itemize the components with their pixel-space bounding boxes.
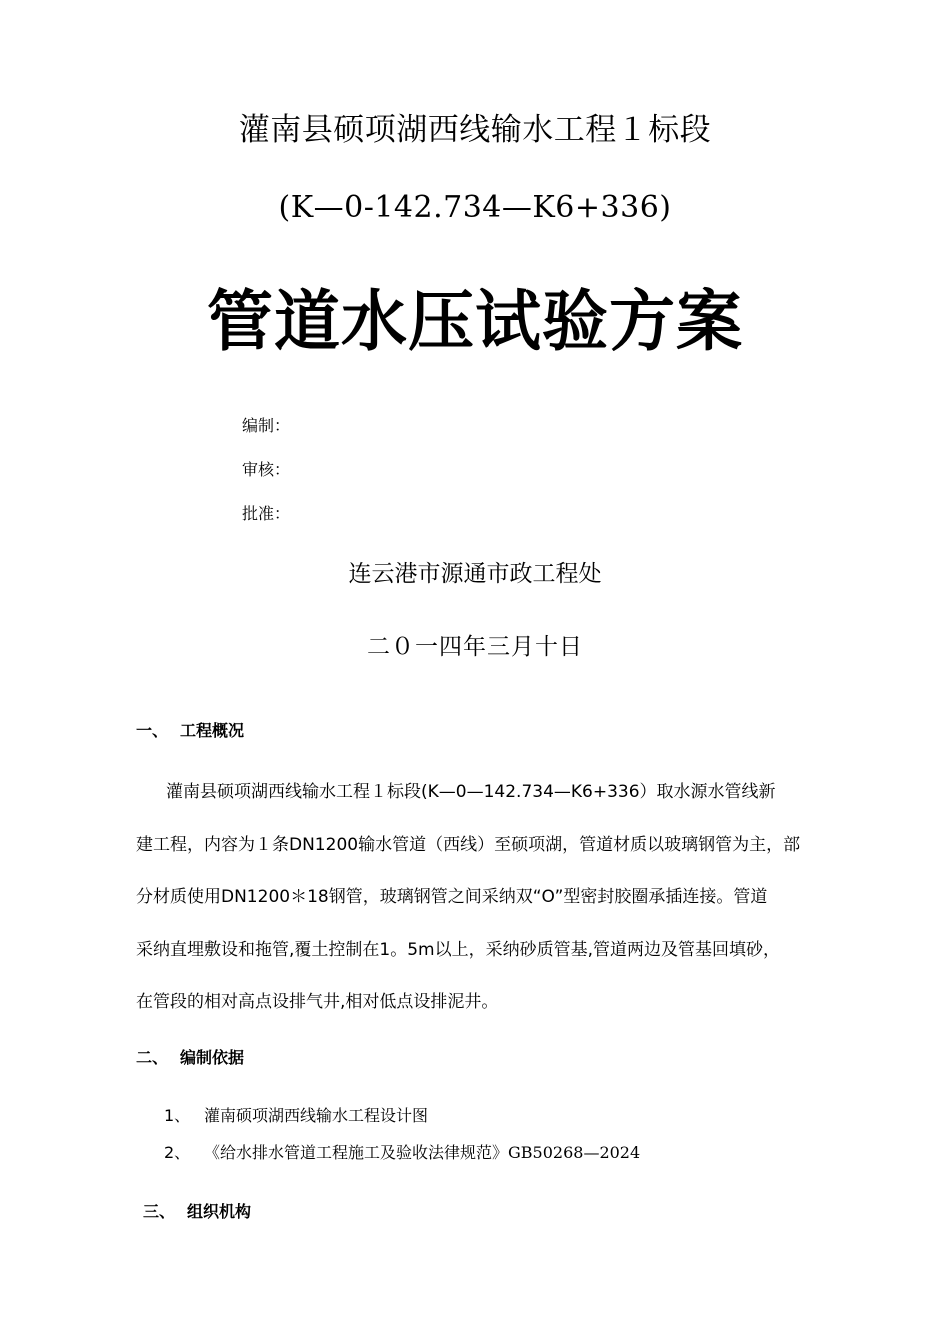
section-heading-overview xyxy=(136,718,244,741)
reference-number: 1、 xyxy=(164,1106,191,1125)
section-heading-basis xyxy=(136,1045,244,1068)
body-line: 分材质使用DN1200＊18钢管，玻璃钢管之间采纳双“O”型密封胶圈承插连接。管道 xyxy=(136,887,768,907)
sign-approver-label: 批准： xyxy=(242,504,291,523)
body-line: 采纳直埋敷设和拖管,覆土控制在1。5m以上，采纳砂质管基,管道两边及管基回填砂， xyxy=(136,939,780,960)
section-number: 一、 xyxy=(136,721,169,740)
reference-text: 灌南硕项湖西线输水工程设计图 xyxy=(204,1106,429,1125)
reference-item xyxy=(164,1140,640,1163)
reference-item xyxy=(164,1103,428,1126)
section-range: (K—0-142.734—K6+336) xyxy=(278,190,672,225)
body-line: 建工程，内容为１条DN1200输水管道（西线）至硕项湖，管道材质以玻璃钢管为主，部 xyxy=(136,834,801,855)
project-name: 灌南县硕项湖西线输水工程１标段 xyxy=(238,112,712,148)
section-number: 二、 xyxy=(136,1048,169,1067)
reference-text: 《给水排水管道工程施工及验收法律规范》GB50268—2024 xyxy=(204,1143,641,1162)
body-line: 在管段的相对高点设排气井,相对低点设排泥井。 xyxy=(136,992,499,1012)
body-line: 灌南县硕项湖西线输水工程１标段(K—0—142.734—K6+336）取水源水管线新 xyxy=(166,782,776,802)
section-number: 三、 xyxy=(143,1202,176,1221)
document-date: 二０一四年三月十日 xyxy=(367,634,583,660)
organization-name: 连云港市源通市政工程处 xyxy=(348,561,602,587)
sign-reviewer-label: 审核： xyxy=(242,460,291,479)
document-title: 管道水压试验方案 xyxy=(207,283,743,360)
section-heading-organization xyxy=(143,1199,251,1222)
sign-editor-label: 编制： xyxy=(242,416,291,435)
reference-number: 2、 xyxy=(164,1143,191,1162)
section-body-overview xyxy=(136,766,860,1029)
section-title: 工程概况 xyxy=(180,721,245,740)
section-title: 组织机构 xyxy=(187,1202,252,1221)
section-title: 编制依据 xyxy=(180,1048,245,1067)
